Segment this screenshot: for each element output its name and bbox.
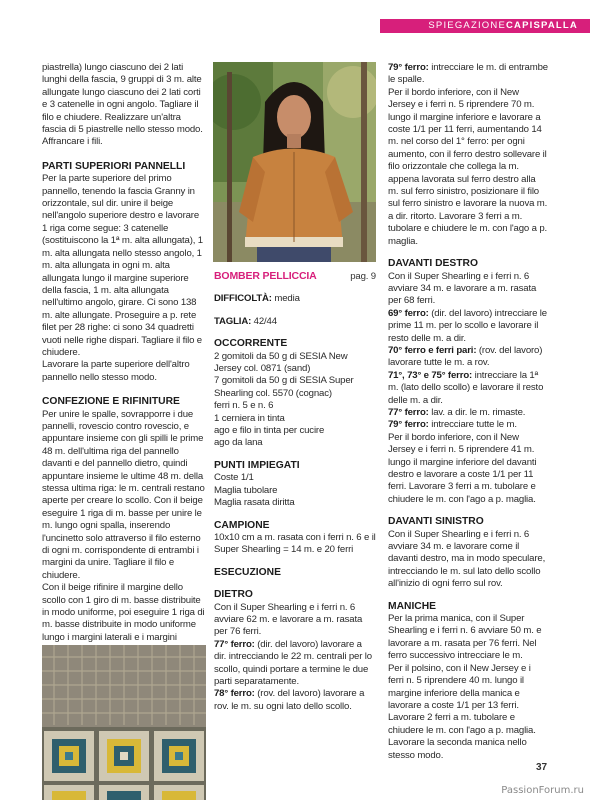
granny-square-photo — [42, 645, 206, 800]
paragraph: 77° ferro: lav. a dir. le m. rimaste. — [388, 406, 526, 418]
pattern-title-row — [214, 270, 376, 283]
paragraph: Per la prima manica, con il Super Shearling e i ferri n. 6 avviare 50 m. e lavorare a m. rasata per 76 ferri. Nel ferro successivo intrecciare le m. — [388, 613, 542, 662]
pattern-title: BOMBER PELLICCIA — [214, 270, 317, 282]
column-middle — [214, 270, 376, 713]
difficulty: DIFFICOLTÀ: media — [214, 293, 300, 305]
page-number: 37 — [536, 762, 548, 773]
paragraph: Con il Super Shearling e i ferri n. 6 avviare 34 m. e lavorare a m. rasata per 68 ferri. — [388, 270, 537, 307]
stitch-item: Coste 1/1 — [214, 472, 254, 484]
materials-item: 2 gomitoli da 50 g di SESIA New Jersey col. 0871 (sand) — [214, 350, 348, 375]
section-heading: DAVANTI SINISTRO — [388, 516, 484, 528]
paragraph: 70° ferro e ferri pari: (rov. del lavoro) lavorare tutte le m. a rov. — [388, 344, 543, 369]
paragraph: 71°, 73° e 75° ferro: intrecciare la 1ª m. (lato dello scollo) e lavorare il resto delle m. a dir. — [388, 369, 544, 406]
materials-item: 1 cerniera in tinta — [214, 412, 285, 424]
section-heading: PARTI SUPERIORI PANNELLI — [42, 160, 186, 172]
section-heading: DIETRO — [214, 589, 253, 601]
size: TAGLIA: 42/44 — [214, 315, 277, 327]
materials-item: ferri n. 5 e n. 6 — [214, 400, 274, 412]
section-heading: CONFEZIONE E RIFINITURE — [42, 396, 180, 408]
stitch-item: Maglia rasata diritta — [214, 497, 295, 509]
column-right — [388, 62, 548, 762]
watermark: PassionForum.ru — [501, 785, 584, 796]
section-heading: MANICHE — [388, 600, 437, 612]
column-left — [42, 62, 206, 657]
paragraph: Lavorare la seconda manica nello stesso modo. — [388, 737, 527, 761]
section-heading: OCCORRENTE — [214, 338, 288, 350]
paragraph: Per la parte superiore del primo pannello, tenendo la fascia Granny in orizzontale, sul dir. unire il beige nell'angolo superiore destro e lavorare 1 riga come segue: 3 catenelle (sostituiscono la 1ª m. alta allungata), 1 m. alta allungata nello stesso angolo, 1 m. alta allungata in ogni m. alta allungata lungo il margine superiore della fascia, 1 m. alta allungata nell'ultimo angolo, girare. Ci sono 138 m. alte allungate. Proseguire a p. rete filet per 28 righe: ci sono 34 quadretti vuoti nelle righe dispari. Tagliare il filo e chiudere. — [42, 173, 203, 358]
section-heading: PUNTI IMPIEGATI — [214, 459, 300, 471]
paragraph: Con il beige rifinire il margine dello scollo con 1 giro di m. basse distribuite in modo uniforme, poi eseguire 1 riga di m. basse distribuite in modo uniforme lungo i margini laterali e i margini — [42, 582, 205, 643]
model-photo — [213, 62, 376, 262]
paragraph: Per il polsino, con il New Jersey e i ferri n. 5 riprendere 40 m. lungo il margine inferiore della manica e lavorare a coste 1/1 per 13 ferri. Lavorare 2 ferri a m. tubolare e chiudere le m. con l'ago a p. maglia. — [388, 662, 536, 736]
materials-item: ago e filo in tinta per cucire — [214, 425, 325, 437]
section-heading: CAMPIONE — [214, 519, 270, 531]
paragraph: Per il bordo inferiore, con il New Jersey e i ferri n. 5 riprendere 70 m. lungo il margine inferiore e lavorare a coste 1/1 per 11 ferri, aumentando 14 m. nel corso del 1° ferro: per ogni aumento, con il ferro destro sollevare il filo orizzontale che collega la m. appena lavorata sul ferro destro alla m. sul ferro sinistro, posizionare il filo sul ferro sinistro e lavorare la nuova m. a dir. ritorto. Lavorare 3 ferri a m. tubolare e chiudere le m. con l'ago a p. maglia. — [388, 86, 548, 247]
paragraph: 10x10 cm a m. rasata con i ferri n. 6 e il Super Shearling = 14 m. e 20 ferri — [214, 531, 376, 556]
paragraph: 78° ferro: (rov. del lavoro) lavorare a rov. le m. su ogni lato dello scollo. — [214, 688, 365, 712]
paragraph: 79° ferro: intrecciare tutte le m. — [388, 419, 517, 431]
stitch-item: Maglia tubolare — [214, 484, 278, 496]
paragraph: Con il Super Shearling e i ferri n. 6 avviare 34 m. e lavorare come il davanti destro, ma in modo speculare, intrecciando le m. sul lato dello scollo all'inizio di ogni ferro sul rov. — [388, 528, 546, 590]
section-tag: SPIEGAZIONECAPISPALLA — [428, 20, 578, 31]
paragraph: 79° ferro: intrecciare le m. di entrambe le spalle. — [388, 62, 548, 86]
paragraph: 69° ferro: (dir. del lavoro) intrecciare le prime 11 m. per lo scollo e lavorare il resto delle m. a dir. — [388, 307, 547, 344]
materials-item: 7 gomitoli da 50 g di SESIA Super Shearling col. 5570 (cognac) — [214, 375, 354, 399]
paragraph: Con il Super Shearling e i ferri n. 6 avviare 62 m. e lavorare a m. rasata per 76 ferri. — [214, 601, 363, 638]
paragraph: Lavorare la parte superiore dell'altro pannello nello stesso modo. — [42, 359, 190, 383]
section-header — [0, 0, 590, 40]
materials-item: ago da lana — [214, 437, 263, 449]
paragraph: piastrella) lungo ciascuno dei 2 lati lunghi della fascia, 9 gruppi di 3 m. alte allungate lungo ciascuno dei 2 lati corti e 3 catenelle in ogni angolo. Tagliare il filo e chiudere. Realizzare un'altra fascia di 5 piastrelle nello stesso modo. Affrancare i fili. — [42, 62, 203, 148]
section-heading: DAVANTI DESTRO — [388, 258, 479, 270]
paragraph: Per unire le spalle, sovrapporre i due pannelli, rovescio contro rovescio, e appuntare insieme con gli spilli le prime 48 m. dell'ultima riga del pannello davanti e del pannello dietro, quindi appuntare insieme le ultime 48 m. della stessa ultima riga: le m. centrali restano aperte per creare lo scollo. Con il beige eseguire 1 riga di m. basse per unire le m. lungo ogni spalla, inserendo l'uncinetto solo attraverso il filo esterno di ogni m. corrispondente di entrambi i margini da unire. Tagliare il filo e chiudere. — [42, 408, 205, 581]
paragraph: 77° ferro: (dir. del lavoro) lavorare a dir. intrecciando le 22 m. centrali per lo scollo, quindi portare a termine le due parti separatamente. — [214, 638, 372, 687]
page-reference: pag. 9 — [350, 271, 376, 282]
section-heading: ESECUZIONE — [214, 566, 281, 578]
paragraph: Per il bordo inferiore, con il New Jersey e i ferri n. 5 riprendere 41 m. lungo il margine inferiore del davanti destro e lavorare a coste 1/1 per 11 ferri. Lavorare 3 ferri a m. tubolare e chiudere le m. con l'ago a p. maglia. — [388, 431, 537, 505]
